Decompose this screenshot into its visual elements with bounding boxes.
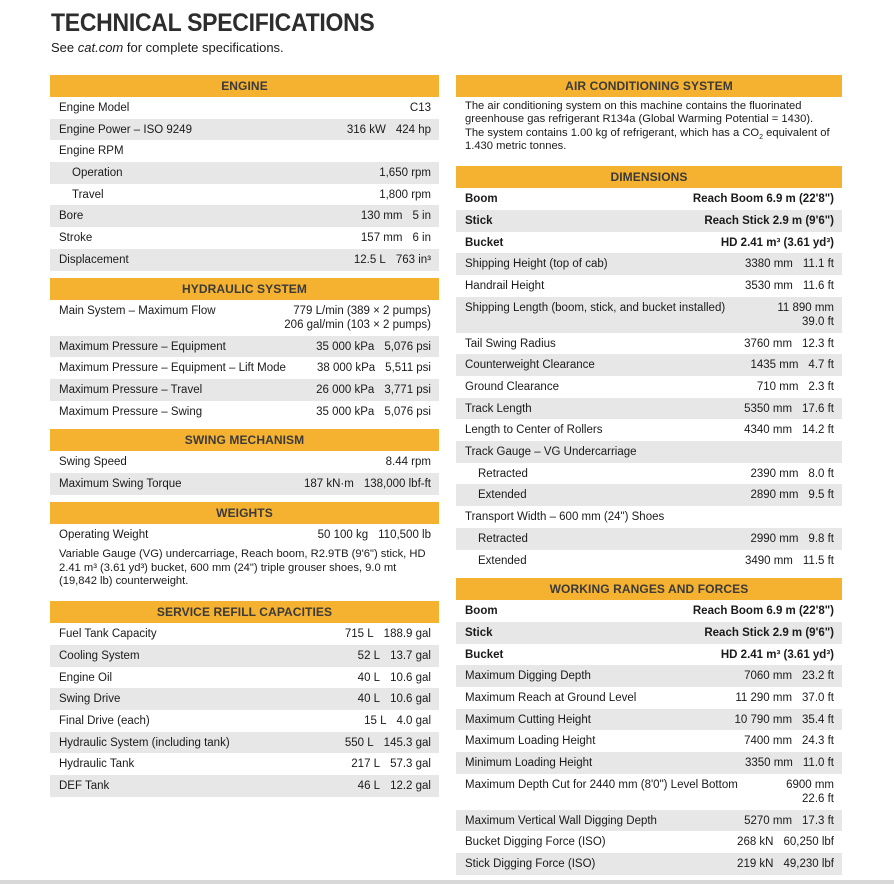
right-column <box>456 75 842 875</box>
row-label: Maximum Reach at Ground Level <box>465 691 637 704</box>
row-value: 715 L <box>344 628 374 641</box>
table-row <box>456 398 842 420</box>
row-value: 1435 mm <box>750 359 799 372</box>
section-heading-service-refill: SERVICE REFILL CAPACITIES <box>50 601 439 623</box>
row-value: 11 290 mm <box>735 691 793 704</box>
row-values <box>704 626 834 640</box>
row-label: Stick <box>465 626 493 639</box>
row-label: Length to Center of Rollers <box>465 424 603 437</box>
row-label: Hydraulic System (including tank) <box>59 736 230 749</box>
row-label: Bore <box>59 210 84 223</box>
row-value: 13.7 gal <box>390 649 431 662</box>
row-values <box>693 604 834 618</box>
row-value: 2990 mm <box>750 532 799 545</box>
row-value: 3350 mm <box>744 757 793 769</box>
table-row <box>456 550 842 572</box>
table-row <box>456 253 842 275</box>
table-row <box>50 97 439 119</box>
row-value: 138,000 lbf-ft <box>363 477 431 490</box>
section-heading-swing: SWING MECHANISM <box>50 429 439 451</box>
row-values <box>379 166 431 180</box>
cat-com-link[interactable]: cat.com <box>77 40 124 55</box>
row-label: Operation <box>72 167 123 180</box>
table-row <box>456 376 842 398</box>
row-value: 5,511 psi <box>385 362 431 375</box>
row-values <box>364 714 431 728</box>
row-label: Stroke <box>59 232 93 245</box>
row-values <box>750 467 834 481</box>
dimensions-table <box>456 188 842 571</box>
subtitle-prefix: See <box>51 40 78 55</box>
working-ranges-table <box>456 600 842 875</box>
table-row <box>456 188 842 210</box>
row-value: 9.8 ft <box>808 532 834 545</box>
row-label: Engine RPM <box>59 145 124 158</box>
row-values <box>786 778 834 806</box>
table-row <box>456 644 842 666</box>
row-value: 3,771 psi <box>384 383 431 396</box>
row-label: Track Length <box>465 402 532 415</box>
row-label: Swing Speed <box>59 456 127 469</box>
row-label: Operating Weight <box>59 528 149 541</box>
row-value: 2890 mm <box>750 489 799 502</box>
row-label: Engine Oil <box>59 671 113 684</box>
row-value: Reach Stick 2.9 m (9'6") <box>704 626 834 639</box>
row-label: Maximum Pressure – Equipment <box>59 340 226 353</box>
table-row <box>50 379 439 401</box>
row-value: 3380 mm <box>744 258 793 271</box>
page-title: TECHNICAL SPECIFICATIONS <box>51 9 375 37</box>
row-values <box>304 477 431 491</box>
row-value: 10.6 gal <box>390 671 431 684</box>
row-label: Hydraulic Tank <box>59 758 135 771</box>
left-column <box>50 75 439 797</box>
row-values <box>745 756 834 770</box>
table-row <box>50 667 439 689</box>
row-value: 5350 mm <box>744 402 793 415</box>
row-values <box>744 814 834 828</box>
row-value: 17.3 ft <box>802 814 834 827</box>
row-label: Engine Power – ISO 9249 <box>59 123 192 136</box>
table-row <box>456 810 842 832</box>
row-values <box>386 455 431 469</box>
row-label: Cooling System <box>59 649 140 662</box>
row-value: 2.3 ft <box>808 381 834 393</box>
row-value: C13 <box>409 102 431 114</box>
row-value: 4340 mm <box>744 424 793 437</box>
subtitle-suffix: for complete specifications. <box>123 40 284 55</box>
table-row <box>50 162 439 184</box>
engine-table <box>50 97 439 271</box>
table-row <box>50 451 439 473</box>
row-label: Extended <box>478 489 527 502</box>
row-value: 157 mm <box>360 232 403 245</box>
table-row <box>456 774 842 810</box>
row-label: Maximum Pressure – Equipment – Lift Mode <box>59 362 286 375</box>
row-value: 206 gal/min (103 × 2 pumps) <box>284 318 431 331</box>
row-values <box>750 532 834 546</box>
table-row <box>50 184 439 206</box>
row-value: 4.0 gal <box>396 714 431 727</box>
row-value: 11.5 ft <box>802 554 834 567</box>
row-value: 4.7 ft <box>808 359 834 372</box>
row-values <box>777 301 834 329</box>
row-value: 3530 mm <box>744 279 793 292</box>
row-values <box>316 340 431 354</box>
air-conditioning-text: The air conditioning system on this machine contains the fluorinated greenhouse gas refrigerant R134a (Global Warming Potential = 1430). The system contains 1.00 kg of refrigerant, which has a $CO_2$ equivalent of 1.430 metric tonnes. <box>465 100 830 152</box>
row-value: 35 000 kPa <box>316 405 375 418</box>
row-label: Retracted <box>478 532 528 545</box>
row-value: 14.2 ft <box>802 424 834 437</box>
table-row <box>50 336 439 358</box>
row-values <box>358 779 431 793</box>
row-label: Ground Clearance <box>465 381 559 393</box>
row-value: 11 890 mm <box>777 301 834 314</box>
row-label: Maximum Pressure – Swing <box>59 405 203 418</box>
row-value: 5 in <box>412 210 431 223</box>
row-value: 49,230 lbf <box>783 858 834 871</box>
row-label: Stick Digging Force (ISO) <box>465 858 596 871</box>
row-label: Boom <box>465 193 498 206</box>
row-label: Transport Width – 600 mm (24") Shoes <box>465 511 665 524</box>
row-values <box>317 361 431 375</box>
row-value: 11.1 ft <box>802 258 834 271</box>
row-values <box>735 713 835 727</box>
table-row <box>456 484 842 506</box>
table-row <box>456 297 842 333</box>
row-value: HD 2.41 m³ (3.61 yd³) <box>720 648 834 661</box>
row-value: 11.0 ft <box>802 757 834 769</box>
row-value: 50 100 kg <box>317 528 369 541</box>
row-label: Boom <box>465 605 498 618</box>
page-subtitle <box>51 40 284 55</box>
row-value: 5,076 psi <box>384 340 431 353</box>
row-value: 219 kN <box>737 858 774 871</box>
row-values <box>750 358 834 372</box>
row-value: 57.3 gal <box>390 758 431 771</box>
row-value: 130 mm <box>360 210 403 223</box>
row-label: Travel <box>72 188 104 201</box>
row-values <box>704 214 834 228</box>
table-row <box>456 752 842 774</box>
row-label: Engine Model <box>59 102 130 114</box>
row-value: 11.6 ft <box>802 279 834 292</box>
table-row <box>50 249 439 271</box>
table-row <box>456 831 842 853</box>
row-value: 35 000 kPa <box>316 340 375 353</box>
swing-table <box>50 451 439 494</box>
row-values <box>744 734 834 748</box>
row-label: Swing Drive <box>59 693 121 706</box>
table-row <box>50 119 439 141</box>
table-row <box>456 730 842 752</box>
row-label: Final Drive (each) <box>59 714 150 727</box>
row-values <box>737 857 834 871</box>
row-label: Track Gauge – VG Undercarriage <box>465 446 637 459</box>
row-label: Shipping Length (boom, stick, and bucket installed) <box>465 301 726 314</box>
row-label: Maximum Digging Depth <box>465 670 591 683</box>
service-refill-table <box>50 623 439 797</box>
table-row <box>50 205 439 227</box>
row-value: 60,250 lbf <box>783 836 834 849</box>
table-row <box>50 732 439 754</box>
table-row <box>50 140 439 162</box>
row-values <box>316 405 431 419</box>
row-value: 763 in³ <box>395 253 431 266</box>
table-row <box>456 275 842 297</box>
row-label: Maximum Loading Height <box>465 735 596 748</box>
table-row <box>50 401 439 423</box>
row-values <box>757 380 834 394</box>
row-value: 24.3 ft <box>802 735 834 748</box>
row-values <box>358 649 431 663</box>
row-value: 23.2 ft <box>802 670 834 683</box>
row-value: 3760 mm <box>744 337 793 350</box>
section-heading-hydraulic: HYDRAULIC SYSTEM <box>50 278 439 300</box>
table-row <box>50 473 439 495</box>
section-heading-engine: ENGINE <box>50 75 439 97</box>
table-row <box>456 333 842 355</box>
row-values <box>410 101 431 115</box>
row-label: Maximum Pressure – Travel <box>59 383 203 396</box>
row-value: 10 790 mm <box>734 713 793 726</box>
row-values <box>721 648 834 662</box>
table-row <box>456 622 842 644</box>
row-value: 8.0 ft <box>808 467 834 480</box>
table-row <box>456 600 842 622</box>
row-value: 110,500 lb <box>378 528 431 541</box>
row-value: 7400 mm <box>744 735 793 748</box>
row-value: 3490 mm <box>744 554 793 567</box>
table-row <box>50 710 439 732</box>
row-value: 2390 mm <box>750 467 799 480</box>
row-label: Extended <box>478 554 527 567</box>
row-values <box>744 402 834 416</box>
table-row <box>456 853 842 875</box>
row-values <box>316 383 431 397</box>
row-value: 17.6 ft <box>802 402 834 415</box>
table-row <box>456 665 842 687</box>
row-values <box>358 692 431 706</box>
section-heading-air-conditioning: AIR CONDITIONING SYSTEM <box>456 75 842 97</box>
row-values <box>745 257 834 271</box>
row-value: 710 mm <box>756 381 799 393</box>
row-values <box>351 757 431 771</box>
row-values <box>379 188 431 202</box>
row-values <box>744 423 834 437</box>
row-value: 40 L <box>357 671 381 684</box>
row-value: 37.0 ft <box>802 691 834 704</box>
row-value: 12.2 gal <box>390 780 431 793</box>
table-row <box>456 354 842 376</box>
row-values <box>744 337 834 351</box>
row-value: 187 kN·m <box>304 477 354 490</box>
row-values <box>345 627 431 641</box>
table-row <box>50 300 439 336</box>
row-values <box>361 231 431 245</box>
row-values <box>745 279 834 293</box>
row-value: 6900 mm <box>786 778 834 791</box>
weights-table <box>50 524 439 546</box>
row-value: 1,650 rpm <box>379 167 431 180</box>
row-values <box>358 671 431 685</box>
section-heading-weights: WEIGHTS <box>50 502 439 524</box>
row-value: 7060 mm <box>744 670 793 683</box>
section-heading-working-ranges: WORKING RANGES AND FORCES <box>456 578 842 600</box>
row-label: Maximum Depth Cut for 2440 mm (8'0") Level Bottom <box>465 778 738 791</box>
row-label: Handrail Height <box>465 279 545 292</box>
table-row <box>456 232 842 254</box>
row-value: 12.5 L <box>353 253 386 266</box>
weights-note: Variable Gauge (VG) undercarriage, Reach boom, R2.9TB (9'6") stick, HD 2.41 m³ (3.61 yd³) bucket, 600 mm (24") triple grouser shoes, 9.0 mt (19,842 lb) counterweight. <box>59 548 426 587</box>
table-row <box>50 688 439 710</box>
table-row <box>456 506 842 528</box>
row-label: Retracted <box>478 467 528 480</box>
row-label: Minimum Loading Height <box>465 757 593 769</box>
row-value: Reach Stick 2.9 m (9'6") <box>704 214 834 227</box>
row-values <box>345 736 431 750</box>
row-label: Maximum Vertical Wall Digging Depth <box>465 814 657 827</box>
row-label: Counterweight Clearance <box>465 359 595 372</box>
row-value: 12.3 ft <box>802 337 834 350</box>
row-values <box>354 253 431 267</box>
row-label: Displacement <box>59 253 129 266</box>
row-values <box>737 835 834 849</box>
row-label: Maximum Cutting Height <box>465 713 591 726</box>
row-value: Reach Boom 6.9 m (22'8") <box>692 193 834 206</box>
row-values <box>721 236 834 250</box>
table-row <box>50 623 439 645</box>
table-row <box>50 775 439 797</box>
row-value: 46 L <box>357 780 381 793</box>
row-value: 26 000 kPa <box>316 383 375 396</box>
row-value: 145.3 gal <box>383 736 431 749</box>
row-value: 779 L/min (389 × 2 pumps) <box>293 304 431 317</box>
table-row <box>456 441 842 463</box>
table-row <box>50 357 439 379</box>
table-row <box>50 753 439 775</box>
row-values <box>745 554 834 568</box>
row-values <box>735 691 834 705</box>
row-value: 5,076 psi <box>384 405 431 418</box>
row-label: Tail Swing Radius <box>465 337 556 350</box>
row-value: 10.6 gal <box>390 693 431 706</box>
row-value: Reach Boom 6.9 m (22'8") <box>692 605 834 618</box>
row-value: 9.5 ft <box>808 489 834 502</box>
table-row <box>50 227 439 249</box>
row-label: DEF Tank <box>59 780 110 793</box>
table-row <box>456 210 842 232</box>
row-value: 217 L <box>351 758 381 771</box>
row-value: 38 000 kPa <box>316 362 376 375</box>
row-value: 15 L <box>364 714 387 727</box>
table-row <box>456 463 842 485</box>
table-row <box>456 419 842 441</box>
row-value: 40 L <box>357 693 381 706</box>
row-values <box>361 209 431 223</box>
row-value: 8.44 rpm <box>385 456 431 469</box>
row-value: 35.4 ft <box>802 713 834 726</box>
table-row <box>456 709 842 731</box>
row-label: Maximum Swing Torque <box>59 477 182 490</box>
table-row <box>456 687 842 709</box>
row-values <box>284 304 431 332</box>
row-value: 424 hp <box>395 123 431 136</box>
row-values <box>750 488 834 502</box>
row-value: 550 L <box>344 736 374 749</box>
row-label: Fuel Tank Capacity <box>59 628 157 641</box>
row-label: Bucket <box>465 236 504 249</box>
row-value: 39.0 ft <box>802 315 834 328</box>
row-value: HD 2.41 m³ (3.61 yd³) <box>720 236 834 249</box>
hydraulic-table <box>50 300 439 423</box>
row-values <box>693 192 834 206</box>
row-value: 188.9 gal <box>383 628 431 641</box>
section-heading-dimensions: DIMENSIONS <box>456 166 842 188</box>
row-label: Bucket <box>465 648 504 661</box>
row-value: 1,800 rpm <box>379 188 431 201</box>
page-bottom-rule <box>0 880 894 884</box>
table-row <box>50 524 439 546</box>
row-label: Main System – Maximum Flow <box>59 304 216 317</box>
row-value: 316 kW <box>346 123 386 136</box>
row-value: 22.6 ft <box>802 792 834 805</box>
row-value: 5270 mm <box>744 814 793 827</box>
row-values <box>744 669 834 683</box>
row-values <box>318 528 431 542</box>
row-label: Bucket Digging Force (ISO) <box>465 836 606 849</box>
table-row <box>456 528 842 550</box>
row-value: 6 in <box>412 232 431 245</box>
row-label: Shipping Height (top of cab) <box>465 258 608 271</box>
row-value: 268 kN <box>737 836 774 849</box>
row-label: Stick <box>465 214 493 227</box>
row-value: 52 L <box>357 649 381 662</box>
table-row <box>50 645 439 667</box>
row-values <box>347 123 431 137</box>
